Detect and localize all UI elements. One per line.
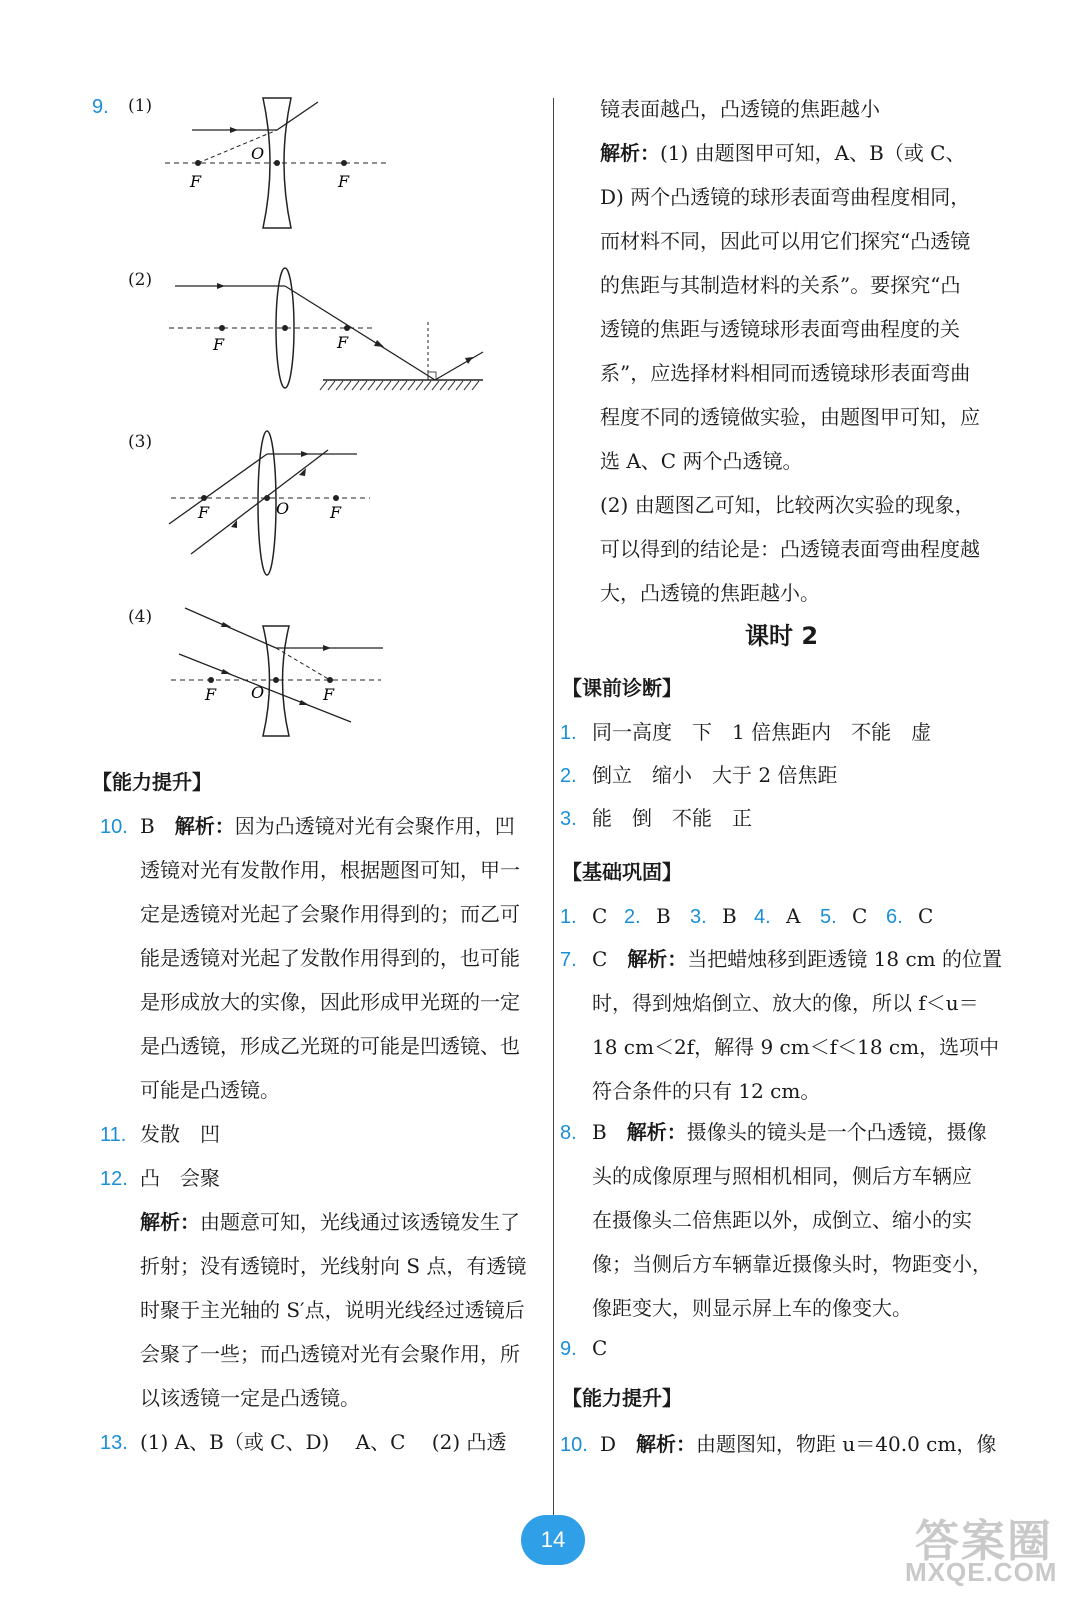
diagram-label: (4) xyxy=(128,607,153,627)
focus-label: F xyxy=(338,172,350,191)
question-number: 1. xyxy=(560,906,577,928)
answer-line: 18 cm＜2f，解得 9 cm＜f＜18 cm，选项中 xyxy=(592,1035,1000,1059)
question-number: 7. xyxy=(560,949,577,971)
answer-line: C xyxy=(592,1336,608,1360)
question-number: 11. xyxy=(100,1124,127,1146)
question-number: 4. xyxy=(754,906,771,928)
question-number: 9. xyxy=(92,96,109,118)
optical-center-label: O xyxy=(251,144,265,163)
answer-line: 能是透镜对光起了发散作用得到的，也可能 xyxy=(140,946,520,970)
answer-line: 同一高度 下 1 倍焦距内 不能 虚 xyxy=(592,720,932,744)
watermark-text: 答案圈 xyxy=(915,1517,1053,1566)
diagram-label: (1) xyxy=(128,96,153,116)
question-number: 2. xyxy=(560,765,577,787)
diagram-label: (2) xyxy=(128,270,153,290)
optical-center-label: O xyxy=(251,683,265,702)
answer-line: 透镜的焦距与透镜球形表面弯曲程度的关 xyxy=(600,317,960,341)
answer-line: 像距变大，则显示屏上车的像变大。 xyxy=(592,1296,912,1320)
answer-choice: C xyxy=(852,904,868,928)
answer-line: 的焦距与其制造材料的关系”。要探究“凸 xyxy=(600,273,961,297)
section-heading: 【课前诊断】 xyxy=(562,676,682,700)
answer-line: 透镜对光有发散作用，根据题图可知，甲一 xyxy=(140,858,520,882)
answer-line: 程度不同的透镜做实验，由题图甲可知，应 xyxy=(600,405,980,429)
answer-line: 镜表面越凸，凸透镜的焦距越小 xyxy=(600,97,880,121)
answer-line: 头的成像原理与照相机相同，侧后方车辆应 xyxy=(592,1164,972,1188)
answer-line: 以该透镜一定是凸透镜。 xyxy=(140,1386,360,1410)
focus-label: F xyxy=(213,335,225,354)
answer-choice: A xyxy=(786,904,801,928)
answer-line: 时，得到烛焰倒立、放大的像，所以 f＜u＝ xyxy=(592,991,979,1015)
column-divider xyxy=(553,98,554,1518)
question-number: 8. xyxy=(560,1122,577,1144)
page-number: 14 xyxy=(521,1515,585,1565)
answer-line: 系”，应选择材料相同而透镜球形表面弯曲 xyxy=(600,361,971,385)
answer-line: 可能是凸透镜。 xyxy=(140,1078,280,1102)
question-number: 1. xyxy=(560,722,577,744)
question-number: 10. xyxy=(100,816,128,838)
focus-label: F xyxy=(205,685,217,704)
focus-label: F xyxy=(323,685,335,704)
answer-line: (2) 由题图乙可知，比较两次实验的现象， xyxy=(600,493,975,517)
answer-line: 而材料不同，因此可以用它们探究“凸透镜 xyxy=(600,229,971,253)
answer-line: 可以得到的结论是：凸透镜表面弯曲程度越 xyxy=(600,537,980,561)
diagram-label: (3) xyxy=(128,432,153,452)
focus-label: F xyxy=(190,172,202,191)
question-number: 3. xyxy=(690,906,707,928)
answer-choice: B xyxy=(656,904,671,928)
answer-line: 选 A、C 两个凸透镜。 xyxy=(600,449,803,473)
answer-line: D) 两个凸透镜的球形表面弯曲程度相同， xyxy=(600,185,971,209)
question-number: 9. xyxy=(560,1338,577,1360)
answer-choice: B xyxy=(722,904,737,928)
answer-line: 折射；没有透镜时，光线射向 S 点，有透镜 xyxy=(140,1254,527,1278)
focus-label: F xyxy=(337,333,349,352)
question-number: 10. xyxy=(560,1434,588,1456)
answer-choice: C xyxy=(918,904,934,928)
answer-line: 符合条件的只有 12 cm。 xyxy=(592,1079,821,1103)
answer-line: 定是透镜对光起了会聚作用得到的；而乙可 xyxy=(140,902,520,926)
answer-line: 像；当侧后方车辆靠近摄像头时，物距变小， xyxy=(592,1252,992,1276)
optical-center-label: O xyxy=(276,499,290,518)
answer-line: D 解析：由题图知，物距 u＝40.0 cm，像 xyxy=(600,1432,997,1456)
convex-lens-mirror-diagram xyxy=(165,262,490,422)
section-heading: 【能力提升】 xyxy=(92,770,212,794)
answer-line: B 解析：摄像头的镜头是一个凸透镜，摄像 xyxy=(592,1120,987,1144)
answer-line: C 解析：当把蜡烛移到距透镜 18 cm 的位置 xyxy=(592,947,1002,971)
question-number: 6. xyxy=(886,906,903,928)
section-heading: 【基础巩固】 xyxy=(562,860,682,884)
answer-line: 解析：由题意可知，光线通过该透镜发生了 xyxy=(140,1210,520,1234)
answer-line: 发散 凹 xyxy=(140,1122,220,1146)
question-number: 12. xyxy=(100,1168,128,1190)
watermark-logo xyxy=(905,1505,1075,1595)
answer-line: 倒立 缩小 大于 2 倍焦距 xyxy=(592,763,838,787)
answer-line: 是形成放大的实像，因此形成甲光斑的一定 xyxy=(140,990,520,1014)
answer-line: 是凸透镜，形成乙光斑的可能是凹透镜、也 xyxy=(140,1034,520,1058)
answer-line: (1) A、B（或 C、D) A、C (2) 凸透 xyxy=(140,1430,507,1454)
answer-line: 凸 会聚 xyxy=(140,1166,220,1190)
concave-lens-diagram-4 xyxy=(165,600,390,745)
lesson-title: 课时 2 xyxy=(745,622,819,650)
answer-line: 时聚于主光轴的 S′点，说明光线经过透镜后 xyxy=(140,1298,525,1322)
question-number: 5. xyxy=(820,906,837,928)
answer-choice: C xyxy=(592,904,608,928)
concave-lens-diagram-1 xyxy=(160,95,400,235)
question-number: 13. xyxy=(100,1432,128,1454)
watermark-url: MXQE.COM xyxy=(905,1557,1058,1587)
answer-line: 在摄像头二倍焦距以外，成倒立、缩小的实 xyxy=(592,1208,972,1232)
answer-line: 解析：(1) 由题图甲可知，A、B（或 C、 xyxy=(600,141,966,165)
question-number: 2. xyxy=(624,906,641,928)
section-heading: 【能力提升】 xyxy=(562,1386,682,1410)
focus-label: F xyxy=(198,503,210,522)
answer-line: 能 倒 不能 正 xyxy=(592,806,752,830)
answer-line: 会聚了一些；而凸透镜对光有会聚作用，所 xyxy=(140,1342,520,1366)
answer-line: B 解析：因为凸透镜对光有会聚作用，凹 xyxy=(140,814,515,838)
focus-label: F xyxy=(330,503,342,522)
convex-lens-diagram-3 xyxy=(165,428,375,588)
answer-line: 大，凸透镜的焦距越小。 xyxy=(600,581,820,605)
question-number: 3. xyxy=(560,808,577,830)
